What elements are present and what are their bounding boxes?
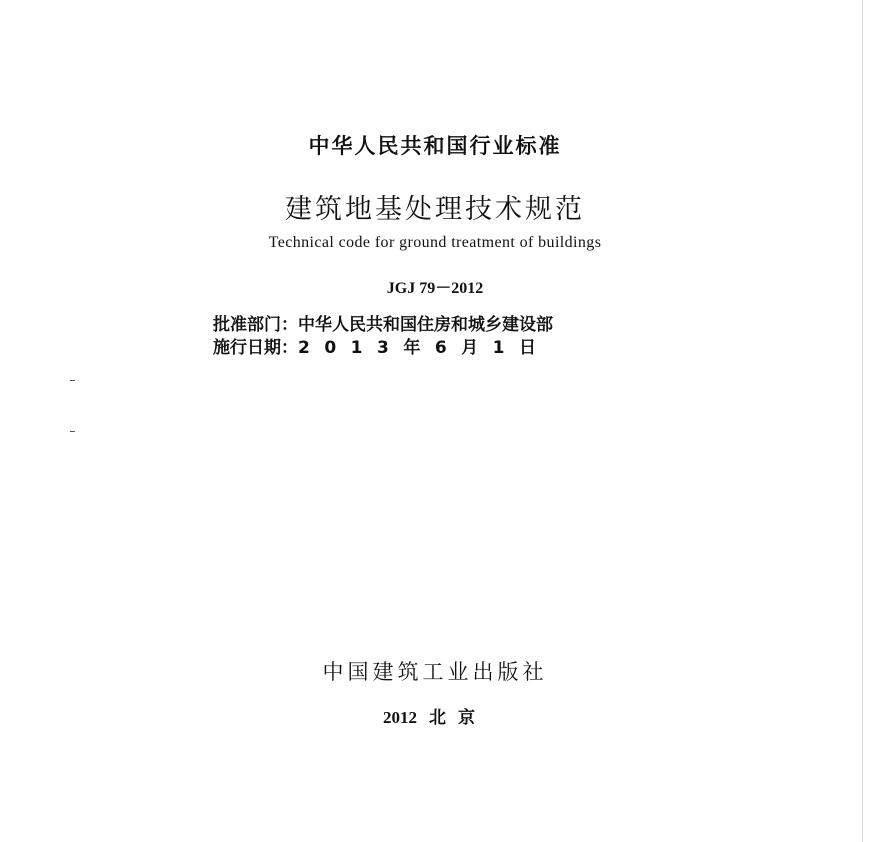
margin-mark: [70, 431, 75, 432]
publication-line: [0, 703, 870, 728]
approval-value: 中华人民共和国住房和城乡建设部: [298, 315, 553, 335]
publication-city: 北京: [429, 708, 487, 728]
approval-info-block: [213, 314, 553, 360]
margin-mark: [70, 380, 75, 381]
series-title: 中华人民共和国行业标准: [308, 134, 562, 158]
effective-date-value: 2013年6月1日: [298, 338, 551, 358]
publisher-name: 中国建筑工业出版社: [322, 660, 548, 684]
effective-date-label: 施行日期：: [213, 338, 298, 358]
publication-year: 2012: [383, 708, 417, 727]
main-title: 建筑地基处理技术规范: [285, 194, 585, 225]
approval-label: 批准部门：: [213, 315, 298, 335]
effective-date-row: [213, 337, 553, 360]
english-title: Technical code for ground treatment of buildings: [268, 234, 602, 251]
standard-code: JGJ 79－2012: [386, 280, 484, 297]
approval-row: [213, 314, 553, 337]
